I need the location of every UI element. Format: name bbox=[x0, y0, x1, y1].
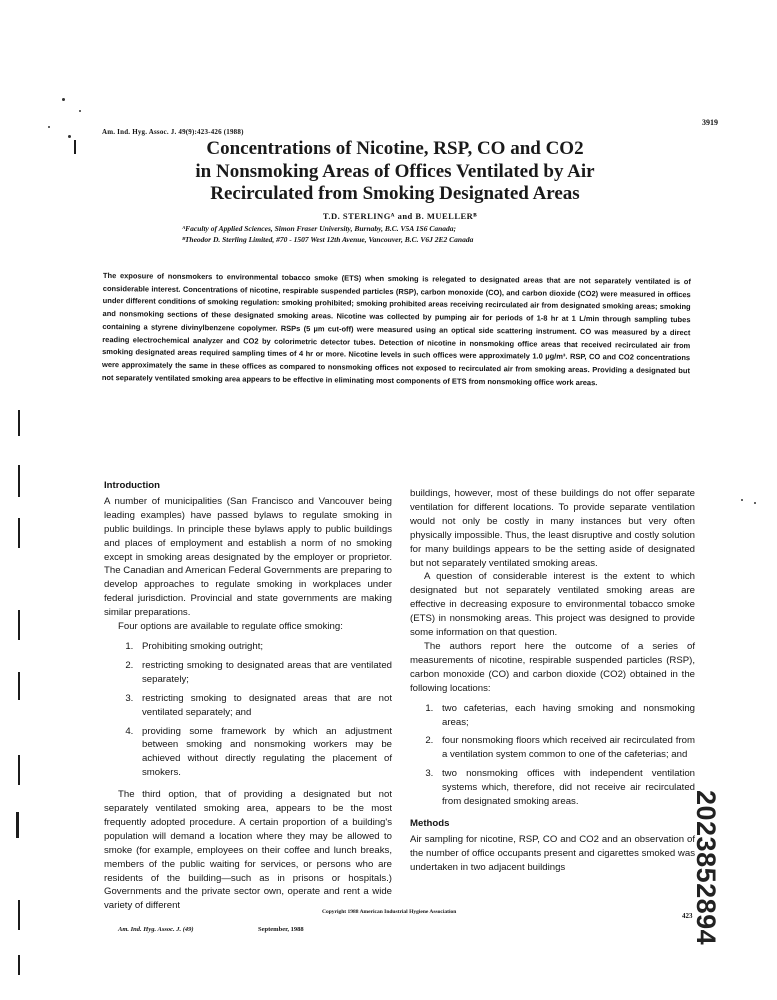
report-paragraph: The authors report here the outcome of a series of measurements of nicotine, respirable suspended particles (RSP), carbon monoxide (CO) and carbon dioxide (CO2) obtained in the following locations: bbox=[410, 640, 695, 694]
scan-speck bbox=[741, 499, 743, 501]
list-item: 3. restricting smoking to designated areas that are not ventilated separately; and bbox=[136, 692, 392, 720]
intro-paragraph: A number of municipalities (San Francisco and Vancouver being leading examples) have passed bylaws to regulate smoking in public buildings. In principle these bylaws apply to public buildings and places of employment and establish a norm of no smoking except in smoking areas designated by the employer or proprietor. The Canadian and American Federal Governments are preparing to develop approaches to regulate smoking in workplaces under federal jurisdiction. Provincial and state governments are making similar preparations. bbox=[104, 495, 392, 619]
options-lead: Four options are available to regulate office smoking: bbox=[118, 621, 343, 633]
margin-mark bbox=[18, 955, 20, 975]
abstract: The exposure of nonsmokers to environmental tobacco smoke (ETS) when smoking is relegated to designated areas that are not separately ventilated is of considerable interest. Concentrations of nicotine, respirable suspended particles (RSP), carbon monoxide (CO), and carbon dioxide (CO2) were measured in offices under different conditions of smoking regulation: smoking prohibited; smoking prohibited areas receiving recirculated air from designated smoking areas; smoking and nonsmoking sections of these designated smoking areas. Nicotine was collected by pumping air for periods of 1-8 hr at 1 L/min through sampling tubes containing a styrene divinylbenzene copolymer. RSPs (5 µm cut-off) were measured using an optical side scattering instrument. CO was measured by a direct reading electrochemical analyzer and CO2 by colorimetric detector tubes. Detection of nicotine in nonsmoking office areas that received recirculated air from smoking designated areas required sampling times of 4 hr or more. Nicotine levels in such offices were approximately 1.0 µg/m³. RSP, CO and CO2 concentrations were approximately the same in these offices as compared to nonsmoking offices not exposed to recirculated air from smoking areas. Providing a designated but not separately ventilated smoking area appears to be effective in eliminating most components of ETS from nonsmoking office work areas. bbox=[101, 270, 691, 387]
margin-mark bbox=[16, 812, 19, 838]
affiliation-b: ᴮTheodor D. Sterling Limited, #70 - 1507 West 12th Avenue, Vancouver, B.C. V6J 2E2 Canada bbox=[182, 235, 474, 244]
scan-speck bbox=[62, 98, 65, 101]
third-option-paragraph: The third option, that of providing a designated but not separately ventilated smoking area, appears to be the most frequently adopted procedure. A certain proportion of a building's population will demand a location where they may be allowed to smoke (for example, employees on their coffee and lunch breaks, members of the public waiting for services, or persons who are residents of the building—such as in prisons or hospitals.) Governments and the private sector own, operate and rent a wide variety of different bbox=[104, 789, 392, 912]
list-item: 2. four nonsmoking floors which received air recirculated from a ventilation system common to one of the cafeterias; and bbox=[436, 734, 695, 762]
scan-speck bbox=[754, 502, 756, 504]
margin-mark bbox=[18, 410, 20, 436]
section-heading-methods: Methods bbox=[410, 817, 450, 829]
options-list bbox=[104, 640, 392, 780]
list-item: 1. Prohibiting smoking outright; bbox=[136, 640, 392, 654]
margin-mark bbox=[18, 465, 20, 497]
margin-mark bbox=[18, 610, 20, 640]
title-line: Recirculated from Smoking Designated Areas bbox=[210, 183, 580, 204]
article-title bbox=[150, 138, 640, 206]
scan-speck bbox=[68, 135, 71, 138]
journal-citation: Am. Ind. Hyg. Assoc. J. 49(9):423-426 (1988) bbox=[102, 128, 244, 136]
footer-journal: Am. Ind. Hyg. Assoc. J. (49) bbox=[118, 926, 194, 933]
list-item: 2. restricting smoking to designated areas that are ventilated separately; bbox=[136, 659, 392, 687]
scan-speck bbox=[48, 126, 50, 128]
methods-paragraph: Air sampling for nicotine, RSP, CO and CO2 and an observation of the number of office occupants present and cigarettes smoked was undertaken in two adjacent buildings bbox=[410, 833, 695, 873]
document-id-stamp: 2023852894 bbox=[691, 790, 721, 946]
list-item: 3. two nonsmoking offices with independent ventilation systems which, therefore, did not receive air recirculated from designated smoking areas. bbox=[436, 767, 695, 809]
left-column bbox=[104, 479, 392, 913]
margin-mark bbox=[18, 518, 20, 548]
affiliation-a: ᴬFaculty of Applied Sciences, Simon Fraser University, Burnaby, B.C. V5A 1S6 Canada; bbox=[182, 224, 456, 233]
title-line: in Nonsmoking Areas of Offices Ventilated by Air bbox=[195, 160, 595, 182]
locations-list bbox=[410, 702, 695, 809]
margin-mark bbox=[18, 672, 20, 700]
page-number-top: 3919 bbox=[702, 118, 718, 127]
footer-date: September, 1988 bbox=[258, 926, 304, 933]
margin-mark bbox=[18, 900, 20, 930]
scan-speck bbox=[79, 110, 81, 112]
section-heading-introduction: Introduction bbox=[104, 480, 160, 491]
continuation-paragraph: buildings, however, most of these buildings do not offer separate ventilation for different locations. To provide separate ventilation would not only be costly in many instances but very often physically impossible. Thus, the least disruptive and costly solution for many buildings appears to be the setting aside of designated but not separately ventilated smoking areas. bbox=[410, 488, 695, 569]
authors: T.D. STERLINGᴬ and B. MUELLERᴮ bbox=[322, 211, 478, 221]
margin-mark bbox=[18, 755, 20, 785]
page-number-bottom: 423 bbox=[682, 912, 693, 920]
title-line: Concentrations of Nicotine, RSP, CO and CO2 bbox=[206, 138, 584, 159]
copyright-notice: Copyright 1988 American Industrial Hygiene Association bbox=[322, 909, 457, 915]
question-paragraph: A question of considerable interest is the extent to which designated but not separately ventilated smoking areas are effective in decreasing exposure to environmental tobacco smoke (ETS) in nonsmoking areas. This project was designed to provide some information on that question. bbox=[410, 571, 695, 639]
margin-mark bbox=[74, 140, 76, 154]
right-column bbox=[410, 487, 695, 875]
list-item: 4. providing some framework by which an adjustment between smoking and nonsmoking workers may be achieved without directly regulating the placement of smokers. bbox=[136, 725, 392, 781]
list-item: 1. two cafeterias, each having smoking and nonsmoking areas; bbox=[436, 702, 695, 730]
